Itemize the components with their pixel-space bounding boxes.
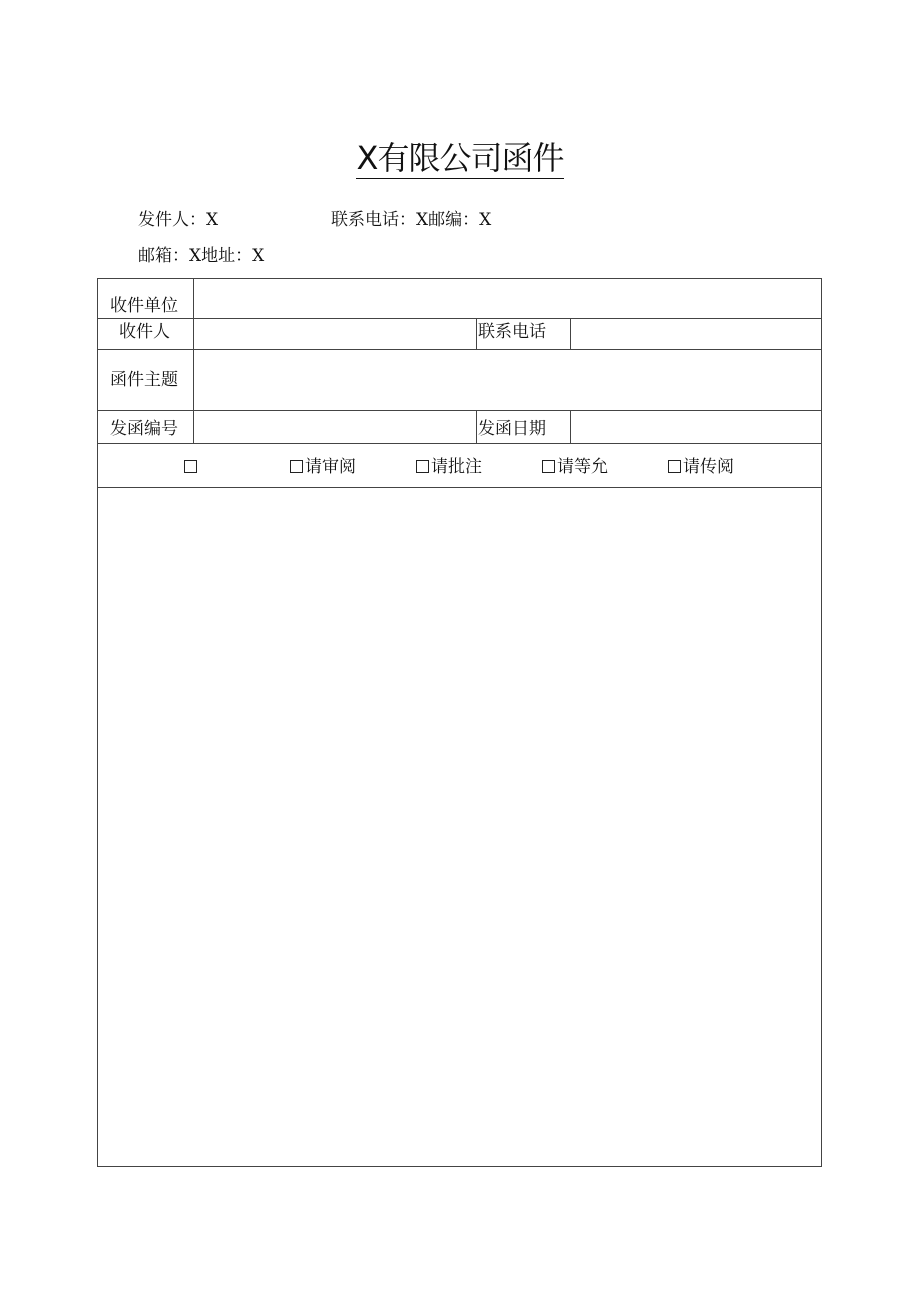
column-divider: [476, 410, 477, 443]
checkbox-icon[interactable]: [290, 460, 303, 473]
recipient-unit-label: 收件单位: [110, 296, 178, 316]
send-date-field[interactable]: [571, 411, 822, 443]
recipient-label: 收件人: [119, 322, 170, 342]
checkbox-icon[interactable]: [184, 460, 197, 473]
letter-body-area[interactable]: [98, 488, 822, 1166]
option-blank[interactable]: [184, 456, 199, 478]
letter-form: [97, 278, 822, 1167]
option-label: 请传阅: [683, 457, 734, 477]
email-address-line: 邮箱：X地址：X: [138, 246, 265, 266]
contact-phone-label: 联系电话: [478, 322, 546, 342]
send-date-label: 发函日期: [478, 419, 546, 439]
contact-phone-field[interactable]: [571, 319, 822, 349]
subject-field[interactable]: [194, 350, 822, 410]
option-label: 请审阅: [305, 457, 356, 477]
doc-number-field[interactable]: [194, 411, 476, 443]
option-review[interactable]: [290, 456, 356, 478]
document-title: [0, 136, 920, 180]
column-divider: [476, 318, 477, 349]
checkbox-icon[interactable]: [416, 460, 429, 473]
phone-zip-line: 联系电话：X邮编：X: [331, 210, 492, 230]
recipient-unit-field[interactable]: [194, 279, 822, 318]
option-label: 请批注: [431, 457, 482, 477]
option-label: 请等允: [557, 457, 608, 477]
doc-number-label: 发函编号: [110, 419, 178, 439]
subject-label: 函件主题: [110, 370, 178, 390]
option-approve[interactable]: [542, 456, 608, 478]
document-title-text: X有限公司函件: [356, 139, 564, 177]
checkbox-icon[interactable]: [542, 460, 555, 473]
row-divider: [98, 443, 821, 444]
checkbox-icon[interactable]: [668, 460, 681, 473]
option-annotate[interactable]: [416, 456, 482, 478]
sender-line: 发件人：X: [138, 210, 219, 230]
option-circulate[interactable]: [668, 456, 734, 478]
recipient-field[interactable]: [194, 319, 476, 349]
